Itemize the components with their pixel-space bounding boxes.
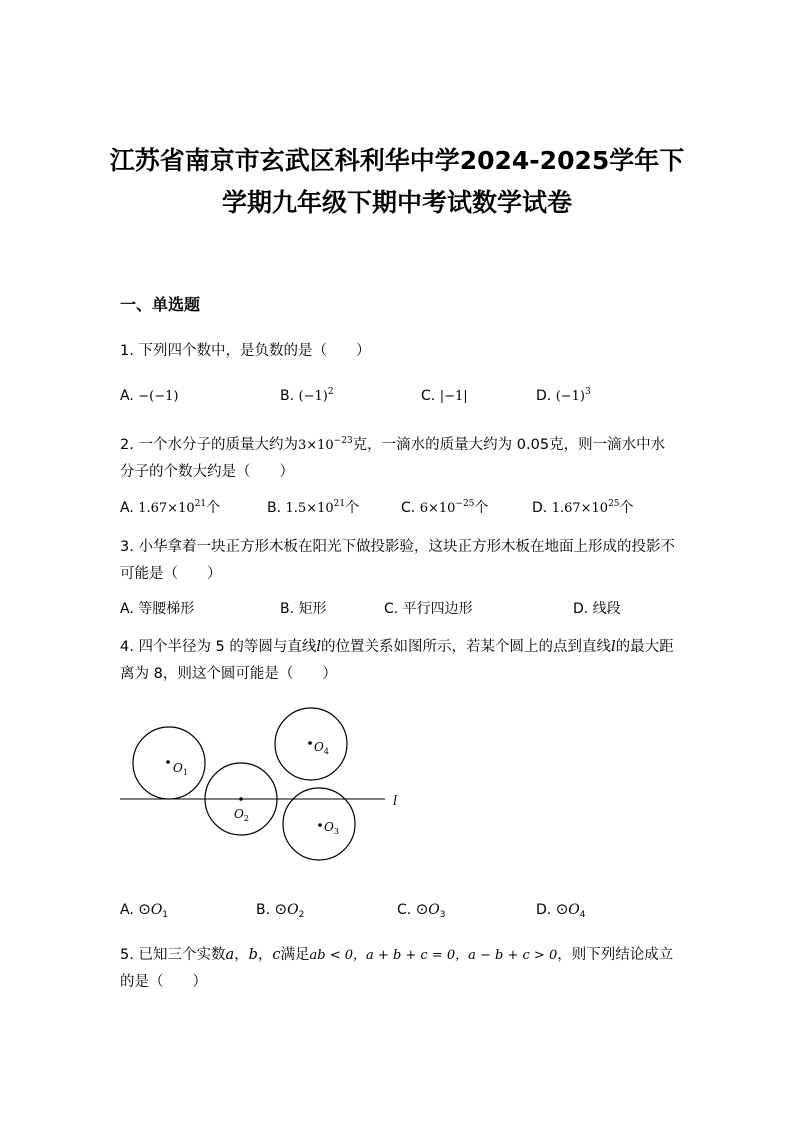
question-2-stem: 2. 一个水分子的质量大约为$3\times 10^{-23}$克，一滴水的质量大约为 0.05克，则一滴水中水分子的个数大约是（ ） — [120, 436, 666, 480]
q1-option-a[interactable]: A. −(−1) — [120, 388, 179, 404]
q2-mass-value: $3\times 10^{-23}$ — [297, 436, 353, 453]
document-title — [100, 140, 694, 224]
q3-option-a[interactable]: A. 等腰梯形 — [120, 601, 195, 617]
q1-option-d[interactable]: D. $(-1)^3$ — [536, 387, 591, 404]
odot-icon: ⊙ — [415, 900, 429, 918]
label-o1: $O_1$ — [173, 761, 188, 777]
question-3-options — [120, 598, 680, 622]
q3-option-b[interactable]: B. 矩形 — [280, 601, 327, 617]
q1-d-exp: 3 — [585, 387, 591, 397]
question-5-stem: 5. 已知三个实数a，b，c满足ab < 0，a + b + c = 0，a − b + c > 0，则下列结论成立的是（ ） — [120, 947, 674, 990]
center-o4 — [308, 741, 312, 745]
q1-a-expr: −(−1) — [138, 389, 179, 404]
q4-option-c[interactable]: C. $⊙O_3$ — [397, 900, 446, 920]
title-line-2: 学期九年级下期中考试数学试卷 — [221, 188, 572, 217]
center-o2 — [239, 797, 243, 801]
q4-option-b[interactable]: B. $⊙O_2$ — [256, 900, 305, 920]
q1-option-b[interactable]: B. $(-1)^2$ — [280, 387, 334, 404]
q4-option-a[interactable]: A. $⊙O_1$ — [120, 900, 169, 920]
odot-icon: ⊙ — [138, 900, 151, 918]
q5-condition: ab < 0，a + b + c = 0，a − b + c > 0 — [309, 948, 558, 963]
question-3-stem: 3. 小华拿着一块正方形木板在阳光下做投影验，这块正方形木板在地面上形成的投影不可能是（ ） — [120, 539, 675, 582]
q1-b-exp: 2 — [327, 387, 334, 397]
center-o3 — [318, 823, 322, 827]
q1-option-c[interactable]: C. |−1| — [421, 388, 468, 404]
section-heading: 一、单选题 — [120, 295, 201, 314]
q1-c-expr: |−1| — [439, 389, 468, 404]
q3-option-d[interactable]: D. 线段 — [573, 601, 621, 617]
q2-option-c[interactable]: C. $6\times 10^{-25}$个 — [401, 499, 489, 516]
center-o1 — [166, 760, 170, 764]
q4-option-d[interactable]: D. $⊙O_4$ — [536, 900, 586, 920]
question-2-options — [120, 497, 680, 521]
q1-d-base: (−1) — [555, 389, 585, 404]
label-o2: $O_2$ — [234, 807, 249, 823]
question-4-stem: 4. 四个半径为 5 的等圆与直线l的位置关系如图所示，若某个圆上的点到直线l的最大距离为 8，则这个圆可能是（ ） — [120, 639, 674, 682]
question-1-stem: 1. 下列四个数中，是负数的是（ ） — [120, 343, 371, 359]
q2-option-b[interactable]: B. $1.5\times 10^{21}$个 — [267, 499, 360, 516]
label-o4: $O_4$ — [314, 740, 329, 756]
q2-option-d[interactable]: D. $1.67\times 10^{25}$个 — [532, 499, 634, 516]
question-1-options — [120, 388, 680, 412]
circles-figure — [115, 700, 415, 870]
q3-option-c[interactable]: C. 平行四边形 — [384, 601, 473, 617]
odot-icon: ⊙ — [274, 900, 288, 918]
odot-icon: ⊙ — [555, 900, 569, 918]
label-o3: $O_3$ — [324, 820, 339, 836]
line-l-label: l — [393, 794, 398, 809]
q1-b-base: (−1) — [298, 389, 328, 404]
q2-option-a[interactable]: A. $1.67\times 10^{21}$个 — [120, 499, 221, 516]
question-4-options — [120, 900, 680, 924]
title-line-1: 江苏省南京市玄武区科利华中学2024-2025学年下 — [109, 146, 685, 175]
